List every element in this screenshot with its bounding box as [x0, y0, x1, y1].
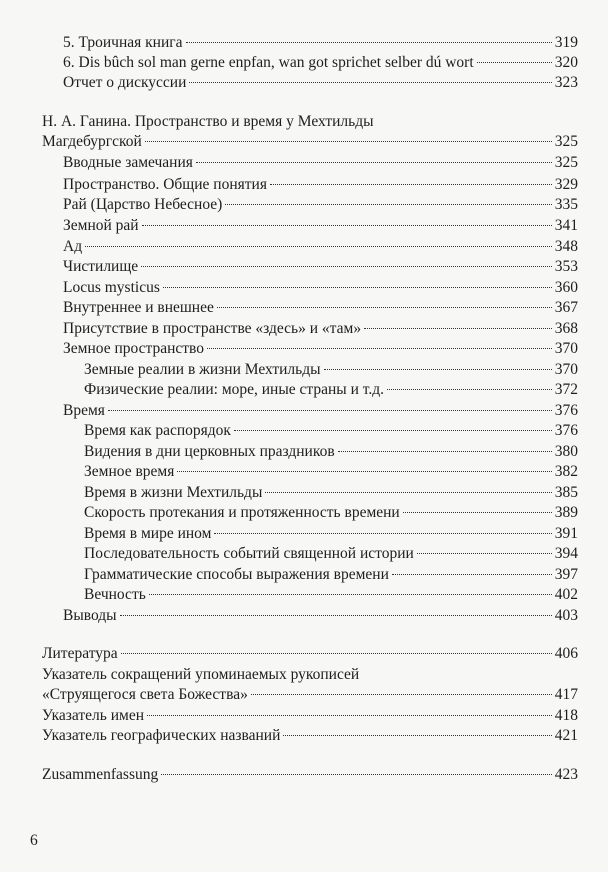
toc-entry-page: 376	[554, 402, 578, 419]
toc-entry-page: 353	[554, 258, 578, 275]
toc-entry	[63, 52, 578, 74]
toc-entry	[84, 482, 578, 504]
toc-entry	[84, 502, 578, 524]
toc-entry-page: 389	[554, 504, 578, 521]
toc-entry	[63, 318, 578, 340]
toc-entry-title: Земные реалии в жизни Мехтильды	[84, 361, 321, 378]
toc-entry-page: 325	[554, 154, 578, 171]
toc-entry	[42, 764, 578, 786]
dot-leader	[196, 162, 552, 163]
toc-entry	[63, 215, 578, 237]
toc-entry-title: Земной рай	[63, 217, 139, 234]
toc-entry-page: 402	[554, 586, 578, 603]
toc-entry	[63, 32, 578, 54]
toc-entry-title: Грамматические способы выражения времени	[84, 566, 389, 583]
toc-entry	[84, 523, 578, 545]
dot-leader	[270, 184, 552, 185]
toc-entry-title: Рай (Царство Небесное)	[63, 196, 223, 213]
dot-leader	[214, 533, 551, 534]
toc-entry	[42, 643, 578, 665]
toc-entry-page: 403	[554, 607, 578, 624]
toc-entry	[84, 441, 578, 463]
dot-leader	[163, 287, 552, 288]
toc-entry-page: 348	[554, 238, 578, 255]
toc-entry-page: 341	[554, 217, 578, 234]
toc-entry	[63, 194, 578, 216]
dot-leader	[225, 204, 551, 205]
toc-entry-title: Присутствие в пространстве «здесь» и «там»	[63, 320, 362, 337]
toc-entry-page: 418	[554, 707, 578, 724]
toc-entry-title: Locus mysticus	[63, 279, 160, 296]
toc-entry-page: 319	[554, 34, 578, 51]
toc-entry-page: 385	[554, 484, 578, 501]
toc-entry-title: Ад	[63, 238, 83, 255]
dot-leader	[364, 328, 552, 329]
toc-entry	[84, 564, 578, 586]
toc-entry-title: Время в жизни Мехтильды	[84, 484, 263, 501]
toc-entry	[42, 725, 578, 747]
toc-entry-page: 367	[554, 299, 578, 316]
toc-entry-title: Литература	[42, 645, 118, 662]
toc-entry-title: Вводные замечания	[63, 154, 193, 171]
toc-entry	[84, 420, 578, 442]
toc-entry-title: Видения в дни церковных праздников	[84, 443, 335, 460]
page-number: 6	[30, 832, 38, 849]
toc-entry	[63, 236, 578, 258]
toc-entry-title: Вечность	[84, 586, 146, 603]
toc-entry-page: 391	[554, 525, 578, 542]
toc-entry-page: 423	[554, 766, 578, 783]
toc-entry-title: Zusammenfassung	[42, 766, 159, 783]
toc-entry-page: 323	[554, 74, 578, 91]
dot-leader	[189, 82, 551, 83]
dot-leader	[177, 471, 551, 472]
toc-entry	[84, 584, 578, 606]
toc-entry	[84, 543, 578, 565]
toc-entry-title: Отчет о дискуссии	[63, 74, 187, 91]
toc-entry-page: 329	[554, 176, 578, 193]
toc-entry	[84, 379, 578, 401]
toc-entry-title: Физические реалии: море, иные страны и т.д.	[84, 381, 384, 398]
dot-leader	[147, 715, 552, 716]
toc-entry-page: 325	[554, 133, 578, 150]
dot-leader	[149, 594, 552, 595]
toc-entry	[63, 72, 578, 94]
toc-entry-page: 370	[554, 361, 578, 378]
toc-entry-title: Скорость протекания и протяженность времени	[84, 504, 400, 521]
toc-entry-title: Последовательность событий священной истории	[84, 545, 414, 562]
toc-entry	[63, 256, 578, 278]
toc-entry	[63, 277, 578, 299]
toc-entry-page: 421	[554, 727, 578, 744]
toc-entry-page: 360	[554, 279, 578, 296]
toc-entry	[42, 705, 578, 727]
dot-leader	[108, 410, 552, 411]
dot-leader	[186, 42, 552, 43]
toc-entry-title: Земное время	[84, 463, 175, 480]
toc-entry-title: Выводы	[63, 607, 117, 624]
dot-leader	[338, 451, 552, 452]
toc-entry	[63, 400, 578, 422]
toc-entry-title: Указатель географических названий	[42, 727, 281, 744]
dot-leader	[120, 615, 552, 616]
toc-entry-title: Внутреннее и внешнее	[63, 299, 214, 316]
toc-entry-page: 335	[554, 196, 578, 213]
toc-entry-page: 406	[554, 645, 578, 662]
dot-leader	[403, 512, 552, 513]
dot-leader	[417, 553, 552, 554]
toc-entry	[63, 152, 578, 174]
dot-leader	[477, 62, 552, 63]
dot-leader	[251, 694, 552, 695]
dot-leader	[283, 735, 551, 736]
toc-entry	[84, 359, 578, 381]
toc-entry-page: 382	[554, 463, 578, 480]
toc-section-heading-line1: Н. А. Ганина. Пространство и время у Мехтильды	[42, 113, 374, 130]
dot-leader	[161, 774, 552, 775]
toc-entry	[63, 605, 578, 627]
dot-leader	[234, 430, 552, 431]
dot-leader	[392, 574, 552, 575]
toc-entry-page: 380	[554, 443, 578, 460]
dot-leader	[142, 225, 552, 226]
toc-entry	[84, 461, 578, 483]
toc-entry-page: 376	[554, 422, 578, 439]
dot-leader	[141, 266, 552, 267]
dot-leader	[85, 246, 552, 247]
toc-entry-title: Время	[63, 402, 105, 419]
toc-entry-title: Магдебургской	[42, 133, 142, 150]
dot-leader	[121, 653, 552, 654]
toc-entry-page: 320	[554, 54, 578, 71]
toc-entry-title: Время в мире ином	[84, 525, 212, 542]
dot-leader	[324, 369, 552, 370]
toc-entry-title: «Струящегося света Божества»	[42, 686, 248, 703]
toc-entry	[63, 338, 578, 360]
toc-entry-page: 417	[554, 686, 578, 703]
toc-entry-title: 6. Dis bûch sol man gerne enpfan, wan got sprichet selber dú wort	[63, 54, 474, 71]
dot-leader	[145, 141, 552, 142]
dot-leader	[217, 307, 552, 308]
toc-entry-title: Время как распорядок	[84, 422, 231, 439]
toc-entry-page: 368	[554, 320, 578, 337]
toc-entry	[63, 297, 578, 319]
dot-leader	[207, 348, 552, 349]
toc-entry	[42, 684, 578, 706]
toc-entry-title: Земное пространство	[63, 340, 205, 357]
toc-section-heading	[42, 131, 578, 153]
toc-entry-page: 394	[554, 545, 578, 562]
dot-leader	[387, 389, 552, 390]
toc-entry-title: Чистилище	[63, 258, 139, 275]
toc-entry-page: 397	[554, 566, 578, 583]
toc-entry-title: Пространство. Общие понятия	[63, 176, 267, 193]
toc-entry	[63, 174, 578, 196]
dot-leader	[265, 492, 551, 493]
toc-entry-line1: Указатель сокращений упоминаемых рукописей	[42, 666, 360, 683]
toc-entry-page: 370	[554, 340, 578, 357]
toc-entry-title: 5. Троичная книга	[63, 34, 183, 51]
toc-entry-page: 372	[554, 381, 578, 398]
toc-entry-title: Указатель имен	[42, 707, 144, 724]
